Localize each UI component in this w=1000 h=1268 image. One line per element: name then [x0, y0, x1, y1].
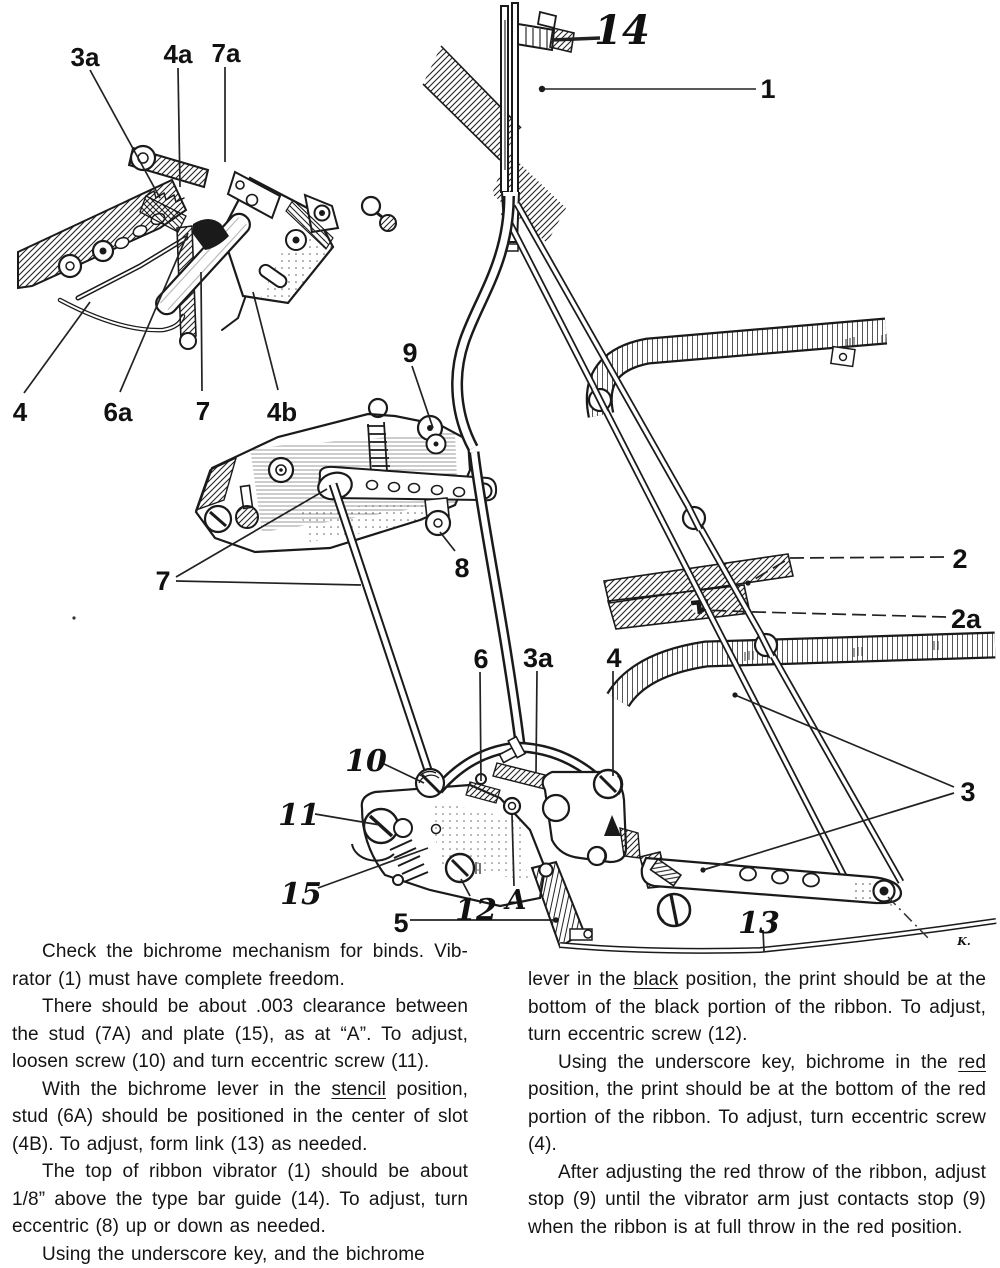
text-run: Using the underscore key, bichrome in the: [558, 1052, 958, 1073]
paragraph-underscore-start: [12, 1241, 468, 1268]
text-run: position, the print should be at the bottom of the black portion of the ribbon. To adjust, turn eccentric screw (12).: [528, 969, 986, 1045]
callout-4-inset: 4: [13, 397, 28, 427]
callout-3: 3: [960, 777, 975, 807]
callout-1: 1: [760, 74, 775, 104]
underlined-word-black: black: [633, 969, 678, 990]
link-5-strap: [532, 862, 592, 947]
callout-10: 10: [345, 744, 387, 779]
callout-7: 7: [155, 566, 170, 596]
paragraph-vibrator-height: [12, 1158, 468, 1241]
text-run: Check the bichrome mechanism for binds. Vib-rator (1) must have complete freedom.: [12, 941, 468, 990]
text-run: With the bichrome lever in the: [42, 1079, 331, 1100]
text-run: position, stud (6A) should be positioned in the center of slot (4B). To adjust, form link (13) as needed.: [12, 1079, 468, 1155]
inset-detail-drawing: [18, 146, 396, 620]
callout-13: 13: [738, 906, 780, 941]
callout-4a-inset: 4a: [164, 39, 193, 69]
bichrome-mechanism-drawing: [352, 737, 996, 951]
text-run: position, the print should be at the bottom of the red portion of the ribbon. To adjust, turn eccentric screw (4).: [528, 1079, 986, 1155]
callout-2: 2: [952, 544, 967, 574]
callout-3a-inset: 3a: [71, 42, 100, 72]
callout-7-inset: 7: [196, 396, 210, 426]
text-run: Using the underscore key, and the bichrome: [42, 1244, 425, 1265]
callout-14: 14: [594, 7, 650, 54]
artist-mark: K.: [956, 935, 971, 948]
callout-4b-inset: 4b: [267, 397, 297, 427]
eccentric-8: [425, 498, 450, 535]
paragraph-red-throw: [528, 1159, 986, 1242]
callout-3a: 3a: [523, 643, 554, 673]
paragraph-black-position: [528, 966, 986, 1049]
stud-7a-clearance-A: [504, 798, 520, 814]
text-run: After adjusting the red throw of the ribbon, adjust stop (9) until the vibrator arm just contacts stop (9) when the ribbon is at full throw in the red position.: [528, 1162, 986, 1238]
callout-9: 9: [402, 338, 417, 368]
print-speck: [72, 616, 75, 619]
callout-8: 8: [454, 553, 469, 583]
screw-10: [416, 769, 444, 797]
callout-5: 5: [393, 908, 408, 938]
eccentric-4: [594, 770, 622, 798]
callout-2a: 2a: [951, 604, 982, 634]
underlined-word-stencil: stencil: [331, 1079, 386, 1100]
callout-11: 11: [278, 798, 320, 833]
callout-6a-inset: 6a: [104, 397, 133, 427]
paragraph-check-binds: [12, 938, 468, 993]
paragraph-stencil: [12, 1076, 468, 1159]
paragraph-red-position: [528, 1049, 986, 1159]
callout-15: 15: [280, 877, 322, 912]
underlined-word-red: red: [958, 1052, 986, 1073]
callout-A: A: [503, 885, 527, 916]
text-run: The top of ribbon vibrator (1) should be about 1/8” above the type bar guide (14). To adjust, turn eccentric (8) up or down as needed.: [12, 1161, 468, 1237]
ribbon-vibrator-drawing: [423, 3, 574, 251]
text-column-right: [528, 966, 986, 1241]
callout-6: 6: [473, 644, 488, 674]
text-column-left: [12, 938, 468, 1268]
text-run: There should be about .003 clearance between the stud (7A) and plate (15), as at “A”. To adjust, loosen screw (10) and turn eccentric screw (11).: [12, 996, 468, 1072]
callout-4: 4: [606, 643, 621, 673]
text-run: lever in the: [528, 969, 633, 990]
callout-7a-inset: 7a: [212, 38, 241, 68]
paragraph-clearance: [12, 993, 468, 1076]
callout-12: 12: [455, 893, 497, 928]
